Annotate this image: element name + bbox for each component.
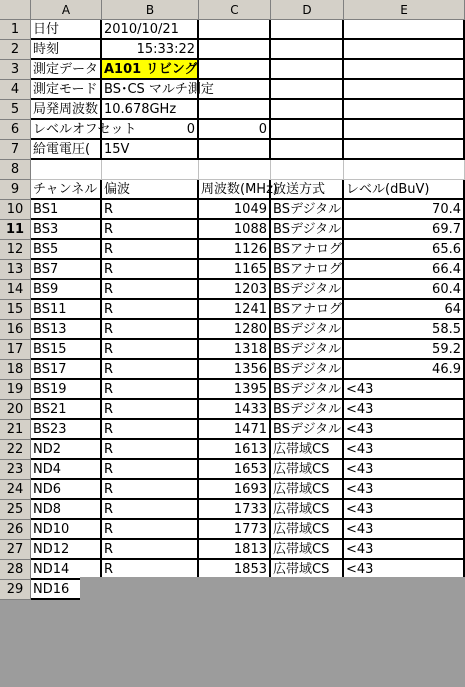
- cell-b13[interactable]: R: [102, 260, 199, 280]
- cell-c27[interactable]: 1813: [199, 540, 271, 560]
- row-header-19[interactable]: 19: [0, 380, 31, 400]
- cell-d6[interactable]: [271, 120, 344, 140]
- cell-e11[interactable]: 69.7: [344, 220, 465, 240]
- cell-d13[interactable]: BSアナログ: [271, 260, 344, 280]
- cell-c8[interactable]: [199, 160, 271, 180]
- cell-b26[interactable]: R: [102, 520, 199, 540]
- cell-b25[interactable]: R: [102, 500, 199, 520]
- row-header-21[interactable]: 21: [0, 420, 31, 440]
- cell-a18[interactable]: BS17: [31, 360, 102, 380]
- row-header-5[interactable]: 5: [0, 100, 31, 120]
- cell-e16[interactable]: 58.5: [344, 320, 465, 340]
- cell-e22[interactable]: <43: [344, 440, 465, 460]
- cell-b28[interactable]: R: [102, 560, 199, 580]
- cell-a9[interactable]: チャンネル: [31, 180, 102, 200]
- row-header-8[interactable]: 8: [0, 160, 31, 180]
- cell-c22[interactable]: 1613: [199, 440, 271, 460]
- cell-d12[interactable]: BSアナログ: [271, 240, 344, 260]
- row-header-12[interactable]: 12: [0, 240, 31, 260]
- cell-e7[interactable]: [344, 140, 465, 160]
- cell-e23[interactable]: <43: [344, 460, 465, 480]
- cell-e25[interactable]: <43: [344, 500, 465, 520]
- cell-c28[interactable]: 1853: [199, 560, 271, 580]
- cell-a20[interactable]: BS21: [31, 400, 102, 420]
- cell-d14[interactable]: BSデジタル: [271, 280, 344, 300]
- cell-c1[interactable]: [199, 20, 271, 40]
- cell-d21[interactable]: BSデジタル: [271, 420, 344, 440]
- cell-c19[interactable]: 1395: [199, 380, 271, 400]
- cell-d16[interactable]: BSデジタル: [271, 320, 344, 340]
- cell-d25[interactable]: 広帯域CS: [271, 500, 344, 520]
- cell-b21[interactable]: R: [102, 420, 199, 440]
- column-header-a[interactable]: A: [31, 0, 102, 20]
- cell-b14[interactable]: R: [102, 280, 199, 300]
- cell-c25[interactable]: 1733: [199, 500, 271, 520]
- cell-a7[interactable]: 給電電圧(: [31, 140, 102, 160]
- cell-c17[interactable]: 1318: [199, 340, 271, 360]
- cell-d7[interactable]: [271, 140, 344, 160]
- cell-a21[interactable]: BS23: [31, 420, 102, 440]
- row-header-23[interactable]: 23: [0, 460, 31, 480]
- cell-a4[interactable]: 測定モード: [31, 80, 102, 100]
- cell-e21[interactable]: <43: [344, 420, 465, 440]
- cell-d10[interactable]: BSデジタル: [271, 200, 344, 220]
- cell-c9[interactable]: 周波数(MHz): [199, 180, 271, 200]
- cell-e1[interactable]: [344, 20, 465, 40]
- row-header-16[interactable]: 16: [0, 320, 31, 340]
- row-header-6[interactable]: 6: [0, 120, 31, 140]
- cell-b27[interactable]: R: [102, 540, 199, 560]
- row-header-17[interactable]: 17: [0, 340, 31, 360]
- row-header-4[interactable]: 4: [0, 80, 31, 100]
- row-header-11[interactable]: 11: [0, 220, 31, 240]
- cell-d18[interactable]: BSデジタル: [271, 360, 344, 380]
- cell-d5[interactable]: [271, 100, 344, 120]
- cell-c13[interactable]: 1165: [199, 260, 271, 280]
- cell-c23[interactable]: 1653: [199, 460, 271, 480]
- cell-c15[interactable]: 1241: [199, 300, 271, 320]
- row-header-14[interactable]: 14: [0, 280, 31, 300]
- row-header-18[interactable]: 18: [0, 360, 31, 380]
- cell-b16[interactable]: R: [102, 320, 199, 340]
- column-header-b[interactable]: B: [102, 0, 199, 20]
- column-header-c[interactable]: C: [199, 0, 271, 20]
- cell-b12[interactable]: R: [102, 240, 199, 260]
- row-header-25[interactable]: 25: [0, 500, 31, 520]
- cell-b11[interactable]: R: [102, 220, 199, 240]
- row-header-28[interactable]: 28: [0, 560, 31, 580]
- cell-d23[interactable]: 広帯域CS: [271, 460, 344, 480]
- cell-a29[interactable]: ND16: [31, 580, 102, 600]
- cell-e2[interactable]: [344, 40, 465, 60]
- cell-e15[interactable]: 64: [344, 300, 465, 320]
- cell-d28[interactable]: 広帯域CS: [271, 560, 344, 580]
- cell-b19[interactable]: R: [102, 380, 199, 400]
- cell-d4[interactable]: [271, 80, 344, 100]
- cell-e20[interactable]: <43: [344, 400, 465, 420]
- cell-b9[interactable]: 偏波: [102, 180, 199, 200]
- row-header-22[interactable]: 22: [0, 440, 31, 460]
- cell-e9[interactable]: レベル(dBuV): [344, 180, 465, 200]
- row-header-9[interactable]: 9: [0, 180, 31, 200]
- cell-d17[interactable]: BSデジタル: [271, 340, 344, 360]
- cell-d1[interactable]: [271, 20, 344, 40]
- cell-c14[interactable]: 1203: [199, 280, 271, 300]
- row-header-20[interactable]: 20: [0, 400, 31, 420]
- cell-b15[interactable]: R: [102, 300, 199, 320]
- cell-c7[interactable]: [199, 140, 271, 160]
- cell-b7[interactable]: 15V: [102, 140, 199, 160]
- cell-a22[interactable]: ND2: [31, 440, 102, 460]
- cell-c3[interactable]: [199, 60, 271, 80]
- cell-a15[interactable]: BS11: [31, 300, 102, 320]
- cell-e18[interactable]: 46.9: [344, 360, 465, 380]
- cell-a12[interactable]: BS5: [31, 240, 102, 260]
- cell-a2[interactable]: 時刻: [31, 40, 102, 60]
- cell-d22[interactable]: 広帯域CS: [271, 440, 344, 460]
- cell-c26[interactable]: 1773: [199, 520, 271, 540]
- row-header-26[interactable]: 26: [0, 520, 31, 540]
- row-header-27[interactable]: 27: [0, 540, 31, 560]
- cell-b10[interactable]: R: [102, 200, 199, 220]
- cell-b8[interactable]: [102, 160, 199, 180]
- cell-c12[interactable]: 1126: [199, 240, 271, 260]
- cell-e19[interactable]: <43: [344, 380, 465, 400]
- row-header-2[interactable]: 2: [0, 40, 31, 60]
- cell-c10[interactable]: 1049: [199, 200, 271, 220]
- cell-c24[interactable]: 1693: [199, 480, 271, 500]
- cell-e24[interactable]: <43: [344, 480, 465, 500]
- cell-c20[interactable]: 1433: [199, 400, 271, 420]
- cell-d19[interactable]: BSデジタル: [271, 380, 344, 400]
- cell-a3[interactable]: 測定データ: [31, 60, 102, 80]
- cell-a10[interactable]: BS1: [31, 200, 102, 220]
- cell-e28[interactable]: <43: [344, 560, 465, 580]
- cell-b24[interactable]: R: [102, 480, 199, 500]
- row-header-1[interactable]: 1: [0, 20, 31, 40]
- row-header-7[interactable]: 7: [0, 140, 31, 160]
- cell-b2[interactable]: 15:33:22: [102, 40, 199, 60]
- cell-b5[interactable]: 10.678GHz: [102, 100, 199, 120]
- cell-c16[interactable]: 1280: [199, 320, 271, 340]
- cell-a1[interactable]: 日付: [31, 20, 102, 40]
- cell-a23[interactable]: ND4: [31, 460, 102, 480]
- cell-e8[interactable]: [344, 160, 465, 180]
- cell-a14[interactable]: BS9: [31, 280, 102, 300]
- cell-b4[interactable]: BS･CS マルチ測定: [102, 80, 199, 100]
- cell-e26[interactable]: <43: [344, 520, 465, 540]
- cell-d8[interactable]: [271, 160, 344, 180]
- cell-c4[interactable]: [199, 80, 271, 100]
- cell-e13[interactable]: 66.4: [344, 260, 465, 280]
- cell-b22[interactable]: R: [102, 440, 199, 460]
- cell-c5[interactable]: [199, 100, 271, 120]
- cell-a19[interactable]: BS19: [31, 380, 102, 400]
- cell-d3[interactable]: [271, 60, 344, 80]
- cell-b20[interactable]: R: [102, 400, 199, 420]
- cell-e17[interactable]: 59.2: [344, 340, 465, 360]
- cell-e5[interactable]: [344, 100, 465, 120]
- column-header-d[interactable]: D: [271, 0, 344, 20]
- cell-b1[interactable]: 2010/10/21: [102, 20, 199, 40]
- cell-e27[interactable]: <43: [344, 540, 465, 560]
- gray-overlay: [80, 577, 465, 687]
- cell-e6[interactable]: [344, 120, 465, 140]
- cell-a26[interactable]: ND10: [31, 520, 102, 540]
- row-header-10[interactable]: 10: [0, 200, 31, 220]
- cell-e10[interactable]: 70.4: [344, 200, 465, 220]
- cell-a13[interactable]: BS7: [31, 260, 102, 280]
- cell-d27[interactable]: 広帯域CS: [271, 540, 344, 560]
- select-all-corner[interactable]: [0, 0, 31, 20]
- cell-c6[interactable]: 0: [199, 120, 271, 140]
- row-header-13[interactable]: 13: [0, 260, 31, 280]
- cell-a11[interactable]: BS3: [31, 220, 102, 240]
- row-header-15[interactable]: 15: [0, 300, 31, 320]
- cell-a28[interactable]: ND14: [31, 560, 102, 580]
- cell-b18[interactable]: R: [102, 360, 199, 380]
- cell-e4[interactable]: [344, 80, 465, 100]
- cell-c2[interactable]: [199, 40, 271, 60]
- cell-c21[interactable]: 1471: [199, 420, 271, 440]
- cell-d26[interactable]: 広帯域CS: [271, 520, 344, 540]
- cell-e14[interactable]: 60.4: [344, 280, 465, 300]
- cell-d11[interactable]: BSデジタル: [271, 220, 344, 240]
- cell-d24[interactable]: 広帯域CS: [271, 480, 344, 500]
- row-header-29[interactable]: 29: [0, 580, 31, 600]
- cell-a24[interactable]: ND6: [31, 480, 102, 500]
- cell-b3[interactable]: A101 リビング: [102, 60, 199, 80]
- cell-a8[interactable]: [31, 160, 102, 180]
- row-header-3[interactable]: 3: [0, 60, 31, 80]
- cell-b6[interactable]: 0: [102, 120, 199, 140]
- cell-e3[interactable]: [344, 60, 465, 80]
- cell-a5[interactable]: 局発周波数: [31, 100, 102, 120]
- cell-c18[interactable]: 1356: [199, 360, 271, 380]
- cell-a16[interactable]: BS13: [31, 320, 102, 340]
- cell-a27[interactable]: ND12: [31, 540, 102, 560]
- cell-d9[interactable]: 放送方式: [271, 180, 344, 200]
- cell-e12[interactable]: 65.6: [344, 240, 465, 260]
- cell-d20[interactable]: BSデジタル: [271, 400, 344, 420]
- cell-a17[interactable]: BS15: [31, 340, 102, 360]
- row-header-24[interactable]: 24: [0, 480, 31, 500]
- cell-b23[interactable]: R: [102, 460, 199, 480]
- cell-c11[interactable]: 1088: [199, 220, 271, 240]
- cell-a6[interactable]: レベルオフセット: [31, 120, 102, 140]
- cell-d2[interactable]: [271, 40, 344, 60]
- cell-b17[interactable]: R: [102, 340, 199, 360]
- cell-d15[interactable]: BSアナログ: [271, 300, 344, 320]
- column-header-e[interactable]: E: [344, 0, 465, 20]
- cell-a25[interactable]: ND8: [31, 500, 102, 520]
